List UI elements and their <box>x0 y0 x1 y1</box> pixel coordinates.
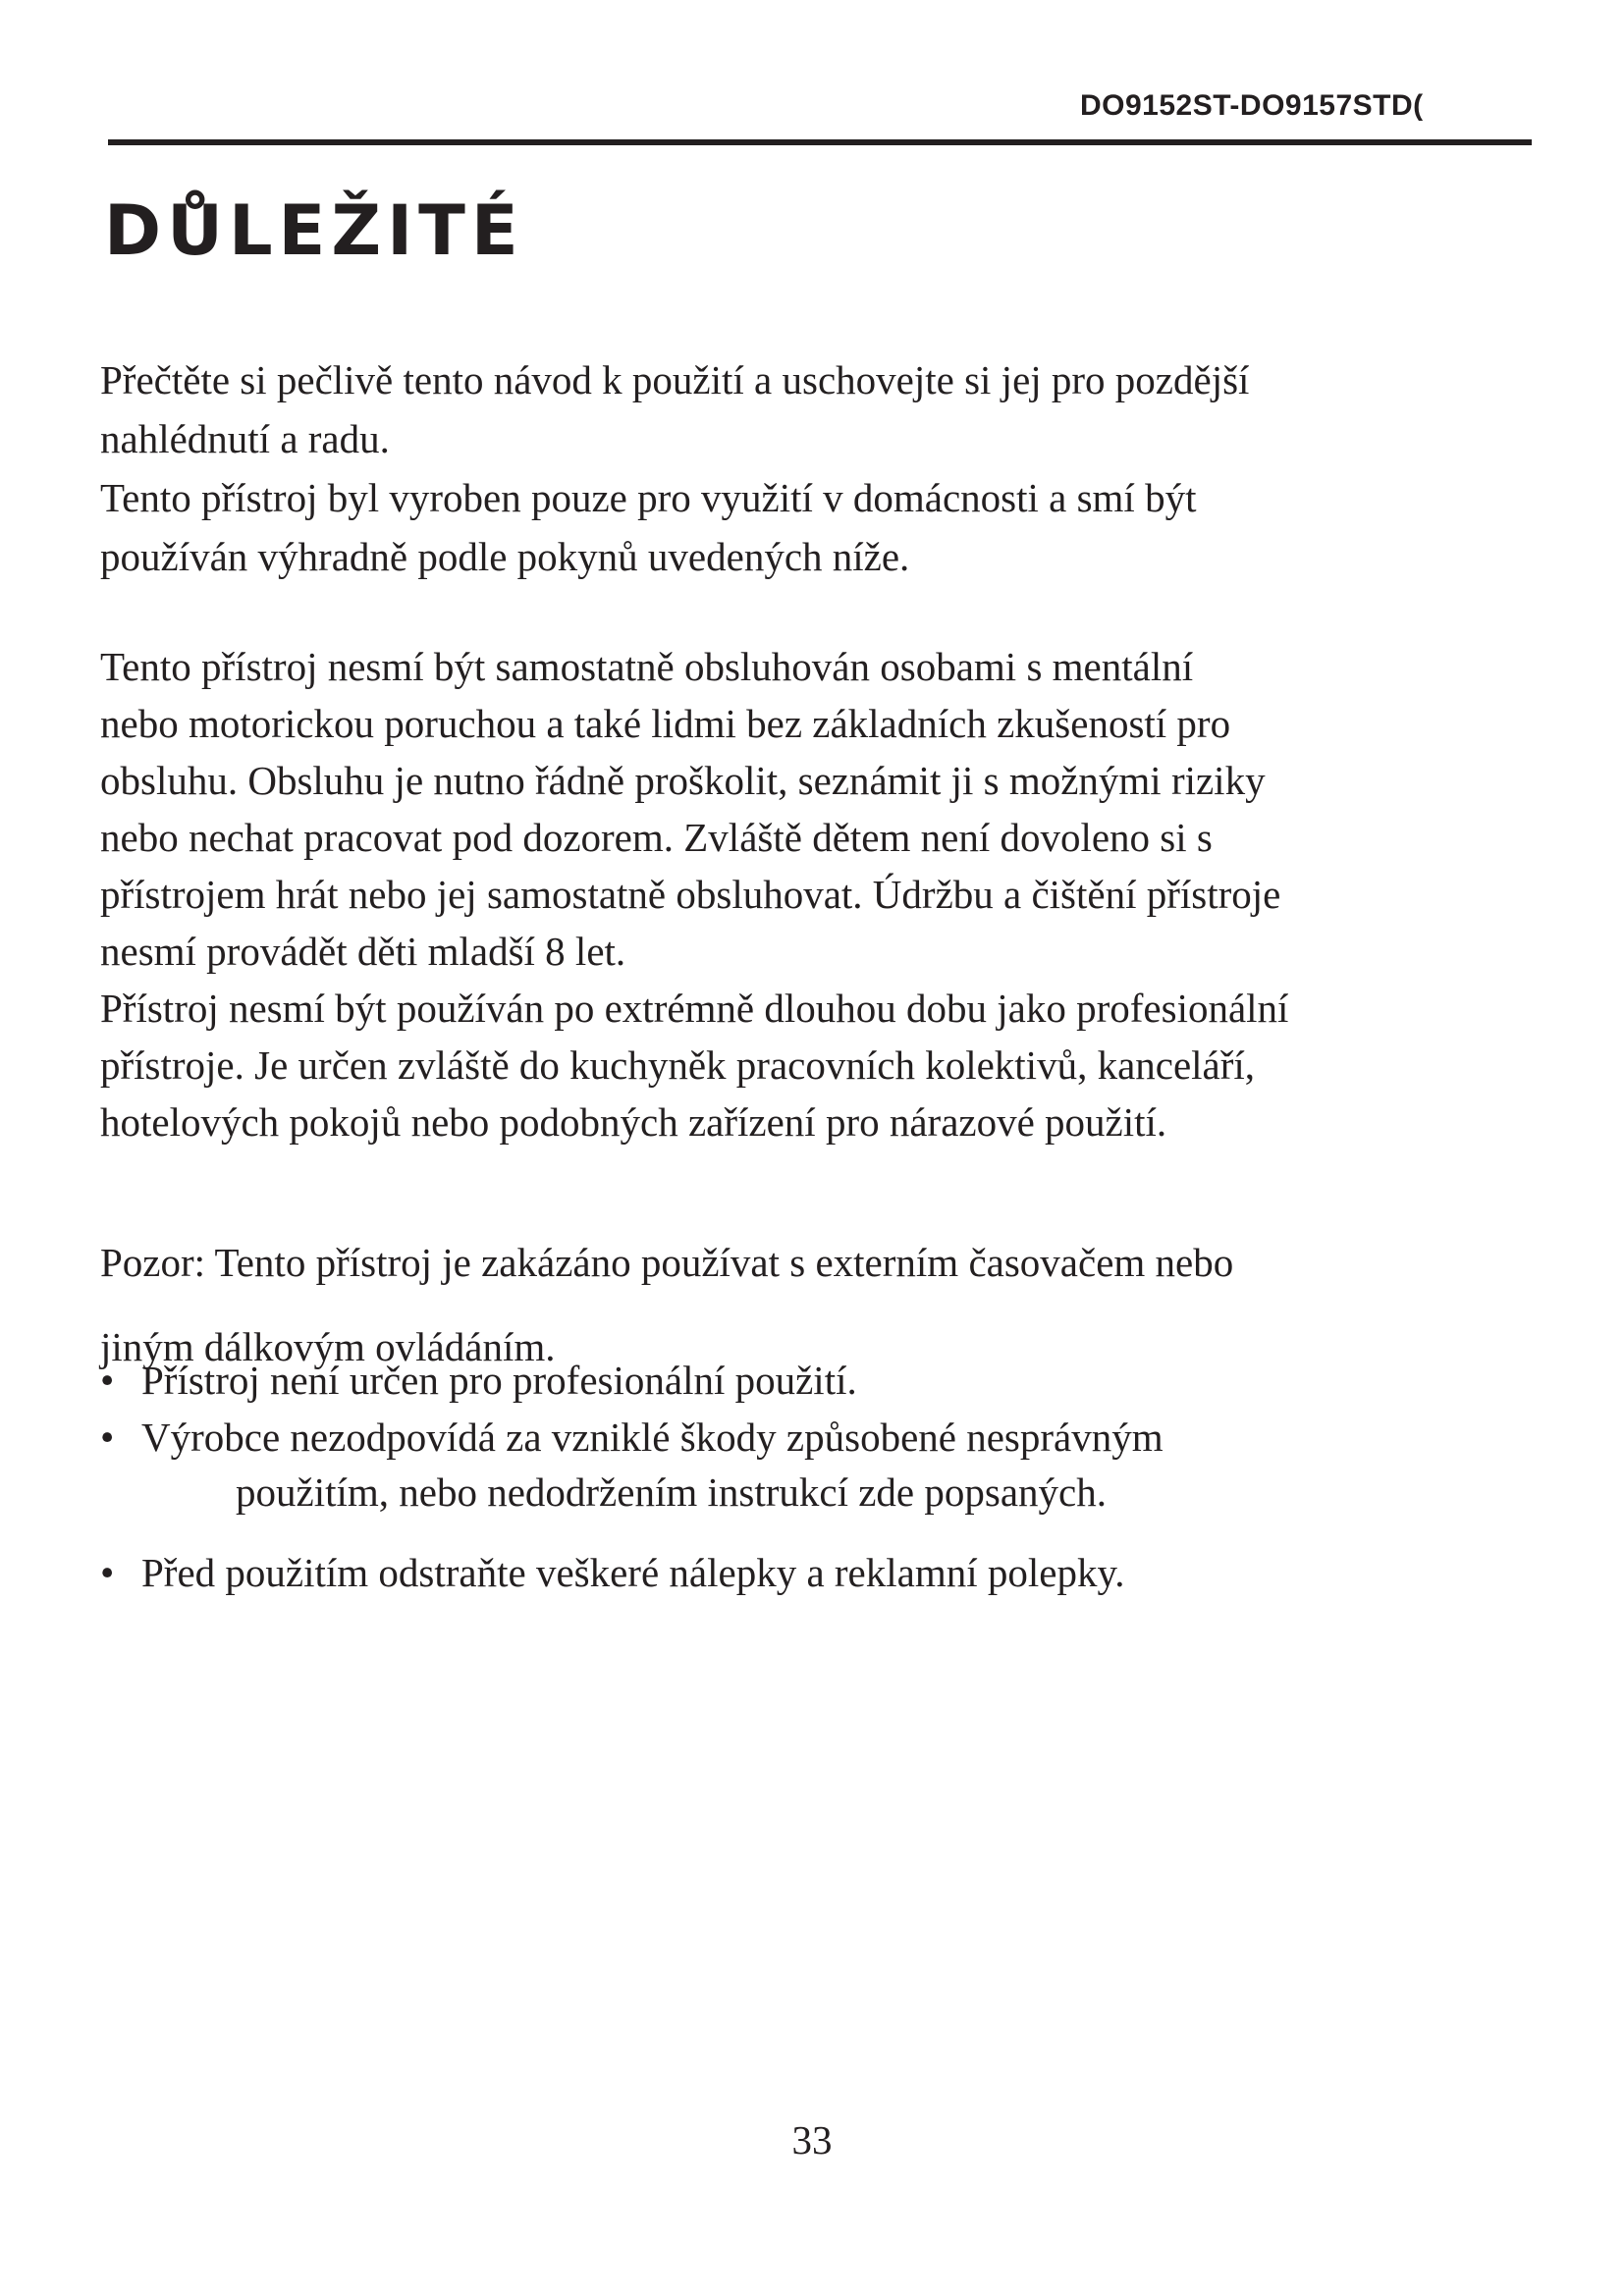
text-line: obsluhu. Obsluhu je nutno řádně proškolit, seznámit ji s možnými riziky <box>100 758 1266 803</box>
usage-paragraph <box>100 638 1573 1150</box>
bullet-item <box>100 1353 1573 1408</box>
bullet-text: Výrobce nezodpovídá za vzniklé škody způsobené nesprávným <box>141 1415 1164 1460</box>
text-line: hotelových pokojů nebo podobných zařízení pro nárazové použití. <box>100 1099 1167 1145</box>
text-line: používán výhradně podle pokynů uvedených níže. <box>100 534 910 579</box>
bullet-continuation-text: použitím, nebo nedodržením instrukcí zde popsaných. <box>236 1469 1107 1515</box>
text-line: Tento přístroj nesmí být samostatně obsluhován osobami s mentální <box>100 644 1194 689</box>
text-line: Přečtěte si pečlivě tento návod k použití a uschovejte si jej pro pozdější <box>100 357 1250 402</box>
bullet-icon: • <box>100 1415 115 1460</box>
bullet-item <box>100 1410 1573 1520</box>
text-line: jiným dálkovým ovládáním. <box>100 1324 556 1369</box>
text-line: nebo motorickou poruchou a také lidmi bez základních zkušeností pro <box>100 701 1231 746</box>
page-number: 33 <box>791 2117 833 2163</box>
bullet-text: Přístroj není určen pro profesionální použití. <box>141 1358 857 1403</box>
text-line: nahlédnutí a radu. <box>100 416 390 461</box>
bullet-item <box>100 1545 1573 1600</box>
text-line: Přístroj nesmí být používán po extrémně dlouhou dobu jako profesionální <box>100 986 1289 1031</box>
page-title: DŮLEŽITÉ <box>104 190 524 271</box>
bullet-icon: • <box>100 1550 115 1595</box>
notes-bullet-list <box>100 1353 1573 1600</box>
text-line: nesmí provádět děti mladší 8 let. <box>100 929 626 974</box>
text-line: Pozor: Tento přístroj je zakázáno používat s externím časovačem nebo <box>100 1240 1234 1285</box>
text-line: přístrojem hrát nebo jej samostatně obsluhovat. Údržbu a čištění přístroje <box>100 872 1281 917</box>
model-code-header: DO9152ST-DO9157STD( <box>1080 89 1424 122</box>
text-line: nebo nechat pracovat pod dozorem. Zvláště dětem není dovoleno si s <box>100 815 1213 860</box>
bullet-text: Před použitím odstraňte veškeré nálepky a reklamní polepky. <box>141 1550 1125 1595</box>
text-line: přístroje. Je určen zvláště do kuchyněk pracovních kolektivů, kanceláří, <box>100 1042 1256 1088</box>
header-divider <box>108 139 1532 145</box>
bullet-icon: • <box>100 1358 115 1403</box>
intro-paragraph <box>100 350 1573 586</box>
text-line: Tento přístroj byl vyroben pouze pro využití v domácnosti a smí být <box>100 475 1197 520</box>
